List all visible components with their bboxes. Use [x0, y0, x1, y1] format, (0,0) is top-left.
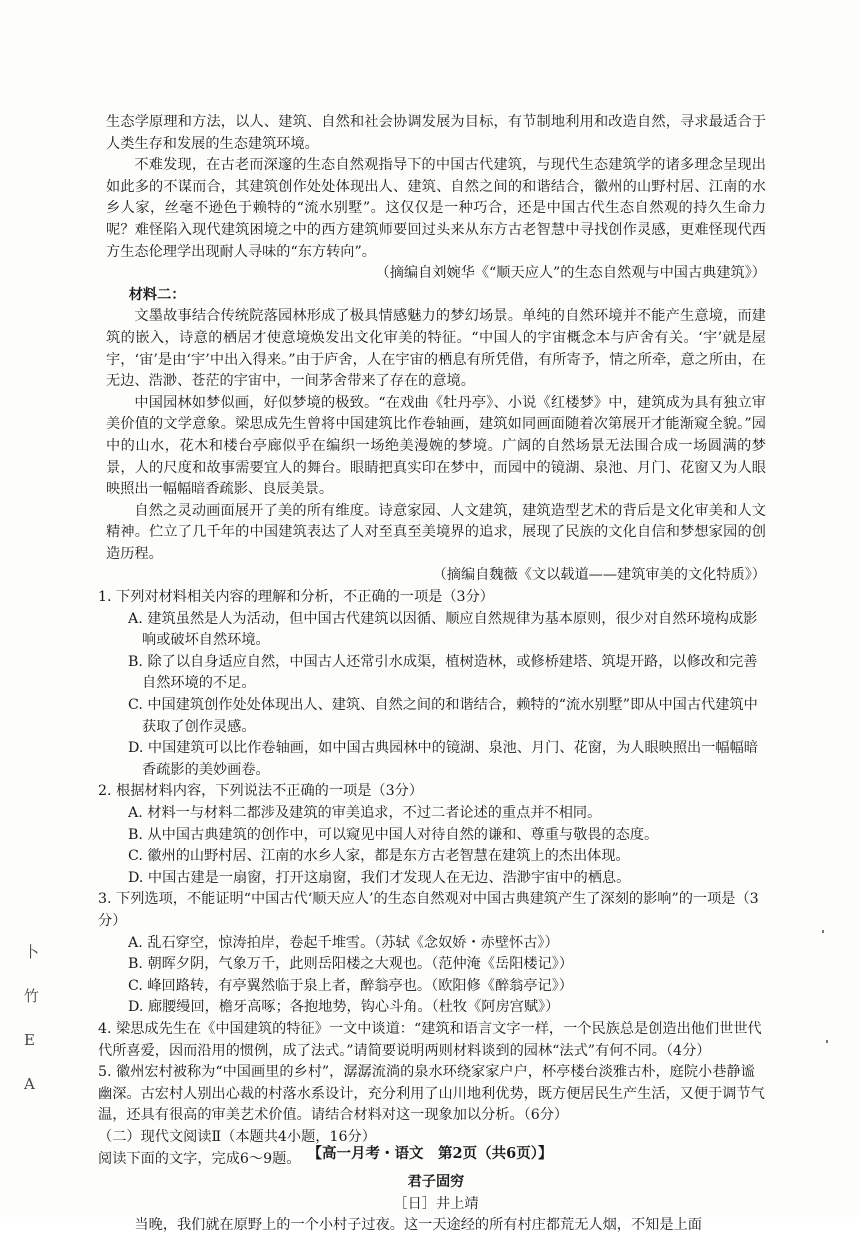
question-stem: 2. 根据材料内容，下列说法不正确的一项是（3分）: [98, 783, 424, 800]
story-author: ［日］井上靖: [393, 1195, 479, 1212]
scan-speck: [826, 1040, 828, 1043]
margin-mark: 卜: [24, 943, 40, 961]
material1-paragraph-continued: 生态学原理和方法，以人、建筑、自然和社会协调发展为目标，有节制地利用和改造自然，寻求最适合于人类生存和发展的生态建筑环境。: [106, 114, 766, 152]
margin-mark: 竹: [24, 987, 40, 1005]
question-option: B. 从中国古典建筑的创作中，可以窥见中国人对待自然的谦和、尊重与敬畏的态度。: [128, 826, 659, 843]
margin-mark: E: [24, 1031, 35, 1049]
question-1: [98, 587, 766, 781]
question-option: A. 材料一与材料二都涉及建筑的审美追求，不过二者论述的重点并不相同。: [128, 805, 602, 821]
material2-paragraph: 自然之灵动画面展开了美的所有维度。诗意家园、人文建筑，建筑造型艺术的背后是文化审美和人文精神。伫立了几千年的中国建筑表达了人对至真至美境界的追求，展现了民族的文化自信和梦想家园的创造历程。: [106, 502, 766, 562]
question-option: B. 朝晖夕阴，气象万千，此则岳阳楼之大观也。（范仲淹《岳阳楼记》）: [128, 956, 574, 973]
scan-speck: [822, 930, 824, 933]
question-option: C. 徽州的山野村居、江南的水乡人家，都是东方古老智慧在建筑上的杰出体现。: [128, 848, 630, 865]
question-option: D. 中国建筑可以比作卷轴画，如中国古典园林中的镜湖、泉池、月门、花窗，为人眼映照出一幅幅暗香疏影的美妙画卷。: [128, 740, 758, 778]
question-stem: 1. 下列对材料相关内容的理解和分析，不正确的一项是（3分）: [98, 589, 494, 606]
question-3: [98, 889, 766, 1019]
question-stem: 4. 梁思成先生在《中国建筑的特征》一文中谈道：“建筑和语言文字一样，一个民族总是创造出他们世世代代所喜爱，因而沿用的惯例，成了法式。”请简要说明两则材料谈到的园林“法式”有何不同。（4分）: [98, 1020, 762, 1059]
question-stem: 3. 下列选项，不能证明“中国古代‘顺天应人’的生态自然观对中国古典建筑产生了深刻的影响”的一项是（3分）: [98, 891, 759, 929]
question-option: C. 峰回路转，有亭翼然临于泉上者，醉翁亭也。（欧阳修《醉翁亭记》）: [128, 977, 573, 994]
page-content: [98, 112, 766, 1237]
story-title: 君子固穷: [407, 1174, 465, 1191]
margin-marks: [24, 930, 54, 1106]
margin-mark: A: [24, 1075, 35, 1093]
question-option: A. 建筑虽然是人为活动，但中国古代建筑以因循、顺应自然规律为基本原则，很少对自然环境构成影响或破坏自然环境。: [128, 610, 758, 649]
question-5: [98, 1062, 766, 1127]
question-option: A. 乱石穿空，惊涛拍岸，卷起千堆雪。（苏轼《念奴娇・赤壁怀古》）: [128, 934, 559, 951]
question-4: [98, 1019, 766, 1062]
page-footer: 【高一月考・语文 第2页（共6页）】: [307, 1145, 553, 1162]
question-option: C. 中国建筑创作处处体现出人、建筑、自然之间的和谐结合，赖特的“流水别墅”即从中国古代建筑中获取了创作灵感。: [128, 697, 758, 735]
material2-paragraph: 中国园林如梦似画，好似梦境的极致。“在戏曲《牡丹亭》、小说《红楼梦》中，建筑成为具有独立审美价值的文学意象。梁思成先生曾将中国建筑比作卷轴画，建筑如同画面随着次第展开才能渐窥全貌。”园中的山水，花木和楼台亭廊似乎在编织一场绝美漫婉的梦境。广阔的自然场景无法围合成一场圆满的梦景，人的尺度和故事需要宜人的舞台。眼睛把真实印在梦中，而园中的镜湖、泉池、月门、花窗又为人眼映照出一幅幅暗香疏影、良辰美景。: [106, 394, 766, 498]
question-option: B. 除了以自身适应自然，中国古人还常引水成渠，植树造林，或修桥建塔、筑堤开路，以修改和完善自然环境的不足。: [128, 653, 758, 692]
question-option: D. 中国古建是一扇窗，打开这扇窗，我们才发现人在无边、浩渺宇宙中的栖息。: [128, 869, 631, 886]
material2-paragraph: 文墨故事结合传统院落园林形成了极具情感魅力的梦幻场景。单纯的自然环境并不能产生意境，而建筑的嵌入，诗意的栖居才使意境焕发出文化审美的特征。“中国人的宇宙概念本与庐舍有关。‘宇’就是屋宇，‘宙’是由‘宇’中出入得来。”由于庐舍，人在宇宙的栖息有所凭借，有所寄予，情之所牵，意之所由，在无边、浩渺、苍茫的宇宙中，一间茅舍带来了存在的意境。: [106, 308, 766, 390]
material1-source: （摘编自刘婉华《“顺天应人”的生态自然观与中国古典建筑》）: [375, 265, 766, 282]
question-stem: 5. 徽州宏村被称为“中国画里的乡村”，潺潺流淌的泉水环绕家家户户，杯亭楼台淡雅古朴，庭院小巷静谧幽深。古宏村人别出心裁的村落水系设计，充分利用了山川地利优势，既方便居民生产生活，又便于调节气温，还具有很高的审美艺术价值。请结合材料对这一现象加以分析。（6分）: [98, 1064, 765, 1124]
story-first-line: 当晚，我们就在原野上的一个小村子过夜。这一天途经的所有村庄都荒无人烟，不知是上面: [134, 1217, 702, 1234]
section-heading: （二）现代文阅读Ⅱ（本题共4小题，16分）: [98, 1128, 376, 1145]
question-option: D. 廊腰缦回，檐牙高啄；各抱地势，钩心斗角。（杜牧《阿房宫赋》）: [128, 999, 560, 1016]
section-instruction: 阅读下面的文字，完成6～9题。: [98, 1150, 301, 1167]
material2-heading: 材料二：: [128, 286, 186, 303]
question-2: [98, 781, 766, 889]
material2-source: （摘编自魏薇《文以载道——建筑审美的文化特质》）: [432, 567, 766, 584]
material1-paragraph: 不难发现，在古老而深邃的生态自然观指导下的中国古代建筑，与现代生态建筑学的诸多理念呈现出如此多的不谋而合，其建筑创作处处体现出人、建筑、自然之间的和谐结合，徽州的山野村居、江南的水乡人家，丝毫不逊色于赖特的“流水别墅”。这仅仅是一种巧合，还是中国古代生态自然观的持久生命力呢？难怪陷入现代建筑困境之中的西方建筑师要回过头来从东方古老智慧中寻找创作灵感，更难怪现代西方生态伦理学出现耐人寻味的“东方转向”。: [106, 157, 766, 260]
